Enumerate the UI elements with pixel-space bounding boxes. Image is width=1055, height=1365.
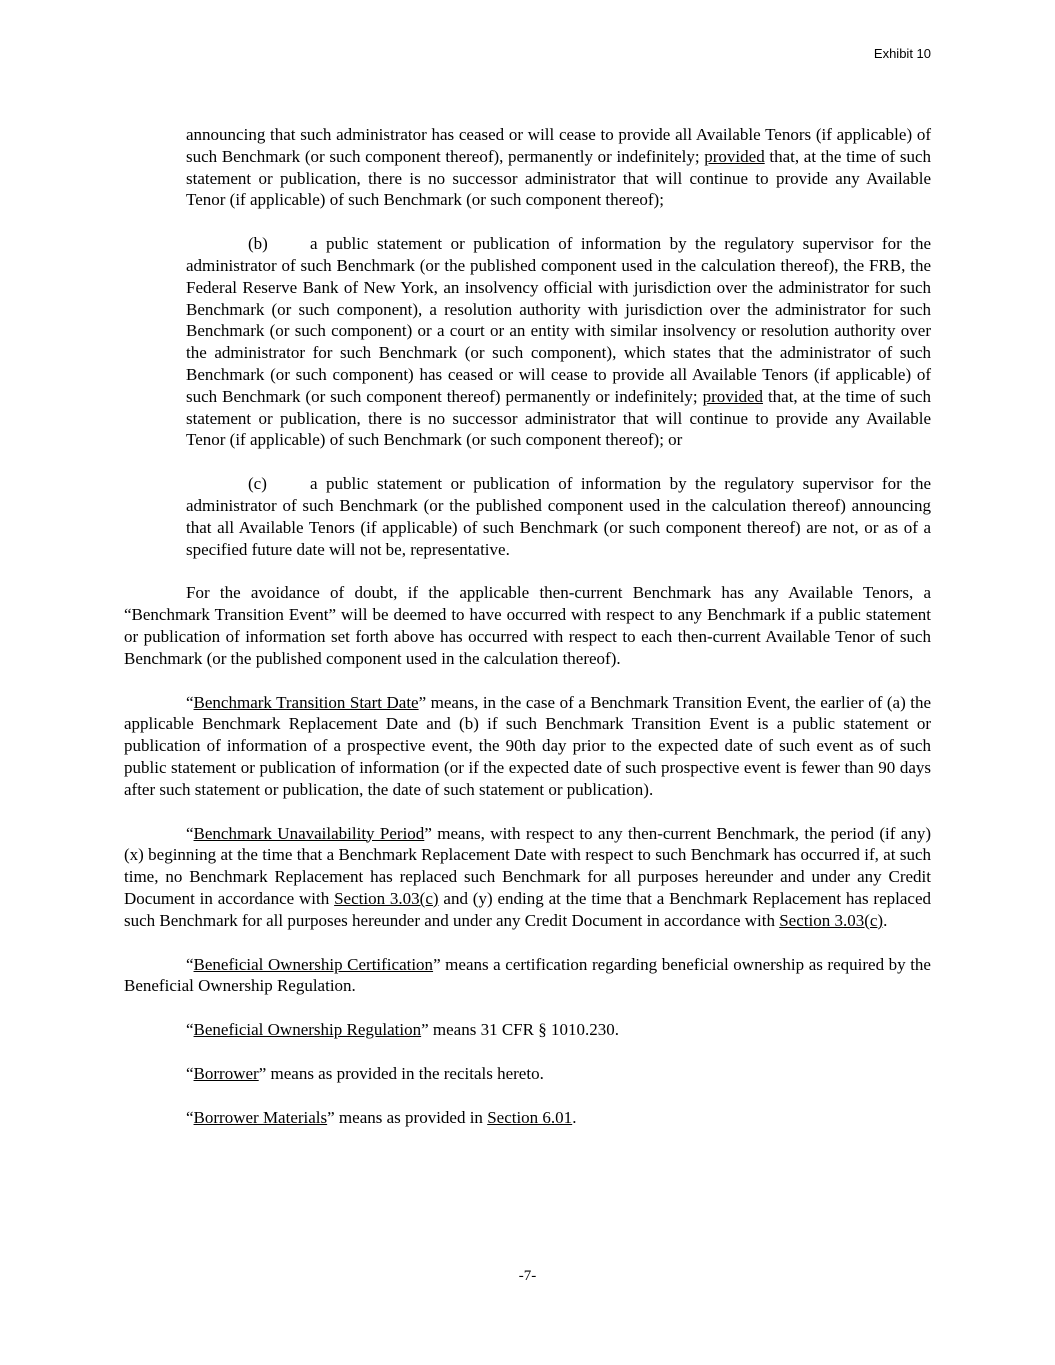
defined-term: Borrower <box>193 1063 259 1083</box>
section-reference: Section 3.03(c) <box>334 888 439 908</box>
definition-borrower: “Borrower” means as provided in the recitals hereto. <box>186 1063 544 1083</box>
definition-benchmark-transition-start-date: “Benchmark Transition Start Date” means, in the case of a Benchmark Transition Event, the earlier of (a) the applicable Benchmark Replacement Date and (b) if such Benchmark Transition Event is a public statement or publication of information of a prospective event, the 90th day prior to the expected date of such event as of such public statement or publication of information (or if the expected date of such prospective event is fewer than 90 days after such statement or publication, the date of such statement or publication). <box>124 692 931 799</box>
definition-borrower-materials: “Borrower Materials” means as provided in Section 6.01. <box>186 1107 577 1127</box>
document-body <box>124 124 931 1150</box>
section-reference: Section 6.01 <box>487 1107 573 1127</box>
clause-label-b: (b) <box>248 234 268 254</box>
paragraph-b: (b) a public statement or publication of information by the regulatory supervisor for the administrator of such Benchmark (or the published component used in the calculation thereof), the FRB, the Federal Reserve Bank of New York, an insolvency official with jurisdiction over the administrator for such Benchmark (or such component), a resolution authority with jurisdiction over the administrator for such Benchmark (or such component) or a court or an entity with similar insolvency or resolution authority over the administrator for such Benchmark (or such component), which states that the administrator of such Benchmark (or such component) has ceased or will cease to provide all Available Tenors (if applicable) of such Benchmark (or such component thereof) permanently or indefinitely; provided that, at the time of such statement or publication, there is no successor administrator that will continue to provide any Available Tenor (if applicable) of such Benchmark (or such component thereof); or <box>186 234 931 450</box>
page-number: -7- <box>518 1268 537 1284</box>
defined-term: Beneficial Ownership Regulation <box>193 1020 422 1040</box>
definition-benchmark-unavailability-period: “Benchmark Unavailability Period” means, with respect to any then-current Benchmark, the period (if any) (x) beginning at the time that a Benchmark Replacement Date with respect to such Benchmark has occurred if, at such time, no Benchmark Replacement has replaced such Benchmark for all purposes hereunder and under any Credit Document in accordance with Section 3.03(c) and (y) ending at the time that a Benchmark Replacement has replaced such Benchmark for all purposes hereunder and under any Credit Document in accordance with Section 3.03(c). <box>124 823 932 930</box>
section-reference: Section 3.03(c) <box>779 910 884 930</box>
defined-term: Benchmark Transition Start Date <box>193 692 419 712</box>
definition-beneficial-ownership-regulation: “Beneficial Ownership Regulation” means 31 CFR § 1010.230. <box>186 1020 619 1040</box>
paragraph-avoidance-of-doubt: For the avoidance of doubt, if the applicable then-current Benchmark has any Available Tenors, a “Benchmark Transition Event” will be deemed to have occurred with respect to any Benchmark if a public statement or publication of information set forth above has occurred with respect to each then-current Available Tenor of such Benchmark (or the published component used in the calculation thereof). <box>124 583 931 668</box>
defined-term: Benchmark Unavailability Period <box>193 823 425 843</box>
defined-term: Borrower Materials <box>193 1107 328 1127</box>
clause-label-c: (c) <box>248 474 267 494</box>
defined-term: Beneficial Ownership Certification <box>193 954 434 974</box>
definition-beneficial-ownership-certification: “Beneficial Ownership Certification” means a certification regarding beneficial ownership as required by the Beneficial Ownership Regulation. <box>124 954 931 996</box>
paragraph-a-continuation: announcing that such administrator has ceased or will cease to provide all Available Tenors (if applicable) of such Benchmark (or such component thereof), permanently or indefinitely; provided that, at the time of such statement or publication, there is no successor administrator that will continue to provide any Available Tenor (if applicable) of such Benchmark (or such component thereof); <box>186 125 931 210</box>
paragraph-c: (c) a public statement or publication of information by the regulatory supervisor for the administrator of such Benchmark (or the published component used in the calculation thereof) announcing that all Available Tenors (if applicable) of such Benchmark (or such component thereof) are not, or as of a specified future date will not be, representative. <box>186 474 931 559</box>
exhibit-label: Exhibit 10 <box>873 46 931 61</box>
